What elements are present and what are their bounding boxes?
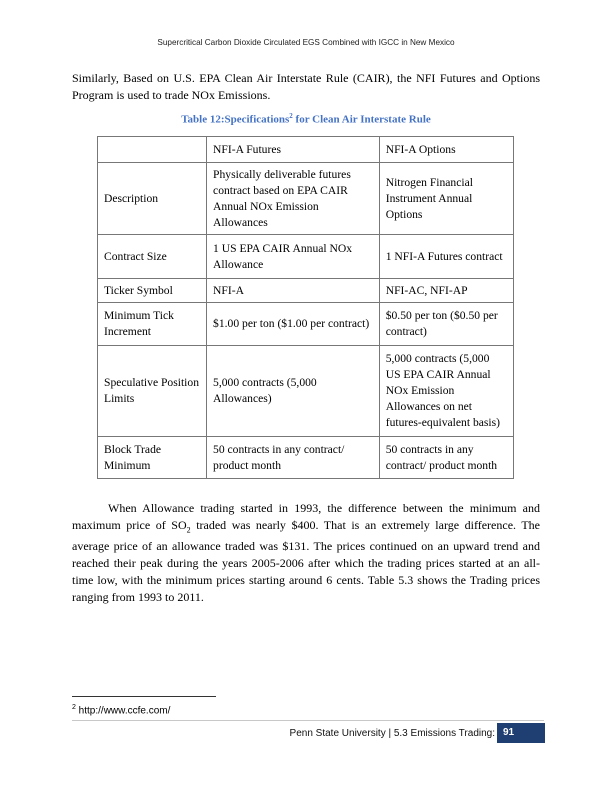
- table-cell: $1.00 per ton ($1.00 per contract): [207, 303, 380, 346]
- table-caption: [0, 112, 612, 126]
- table-cell: 50 contracts in any contract/ product month: [379, 437, 513, 479]
- table-cell: NFI-AC, NFI-AP: [379, 279, 513, 303]
- table-caption-prefix: Table 12:Specifications: [181, 113, 290, 126]
- table-cell: Physically deliverable futures contract based on EPA CAIR Annual NOx Emission Allowances: [207, 163, 380, 235]
- body-paragraph-part1: When Allowance trading started in 1993, the difference between the minimum and maximum price of SO: [72, 501, 540, 532]
- intro-paragraph: Similarly, Based on U.S. EPA Clean Air Interstate Rule (CAIR), the NFI Futures and Options Program is used to trade NOx Emissions.: [72, 71, 540, 102]
- row-label: Minimum Tick Increment: [98, 303, 207, 346]
- footnote: [72, 704, 170, 716]
- table-cell: NFI-A: [207, 279, 380, 303]
- so2-subscript: 2: [186, 525, 191, 535]
- table-cell: 5,000 contracts (5,000 Allowances): [207, 346, 380, 437]
- table-cell: 50 contracts in any contract/ product month: [207, 437, 380, 479]
- footer-text: Penn State University | 5.3 Emissions Trading:: [289, 728, 495, 739]
- table-cell: Nitrogen Financial Instrument Annual Options: [379, 163, 513, 235]
- table-header-row: [98, 137, 514, 163]
- page-number-badge: 91: [497, 723, 545, 743]
- row-label: Speculative Position Limits: [98, 346, 207, 437]
- specifications-table: [97, 136, 514, 479]
- table-row: [98, 346, 514, 437]
- table-caption-footnote-mark: 2: [289, 112, 293, 120]
- row-label: Description: [98, 163, 207, 235]
- table-cell: 1 NFI-A Futures contract: [379, 235, 513, 279]
- table-header-cell: NFI-A Futures: [207, 137, 380, 163]
- table-cell: 5,000 contracts (5,000 US EPA CAIR Annual NOx Emission Allowances on net futures-equivalent basis): [379, 346, 513, 437]
- table-row: [98, 279, 514, 303]
- table-header-cell: [98, 137, 207, 163]
- row-label: Contract Size: [98, 235, 207, 279]
- table-row: [98, 303, 514, 346]
- running-header: Supercritical Carbon Dioxide Circulated EGS Combined with IGCC in New Mexico: [157, 38, 455, 47]
- table-header-cell: NFI-A Options: [379, 137, 513, 163]
- footnote-divider: [72, 696, 216, 697]
- footnote-mark: 2: [72, 704, 76, 711]
- footer-divider: [72, 720, 544, 721]
- row-label: Ticker Symbol: [98, 279, 207, 303]
- table-row: [98, 235, 514, 279]
- table-caption-suffix: for Clean Air Interstate Rule: [292, 113, 431, 126]
- footnote-link[interactable]: http://www.ccfe.com/: [75, 705, 171, 717]
- table-cell: $0.50 per ton ($0.50 per contract): [379, 303, 513, 346]
- table-cell: 1 US EPA CAIR Annual NOx Allowance: [207, 235, 380, 279]
- table-row: [98, 437, 514, 479]
- body-paragraph: [72, 500, 540, 606]
- body-paragraph-part2: traded was nearly $400. That is an extremely large difference. The average price of an allowance traded was $131. The prices continued on an upward trend and reached their peak during the years 2005-2006 after which the trading prices started at an all-time low, with the minimum prices starting around 6 cents. Table 5.3 shows the Trading prices ranging from 1993 to 2011.: [72, 518, 541, 605]
- row-label: Block Trade Minimum: [98, 437, 207, 479]
- table-row: [98, 163, 514, 235]
